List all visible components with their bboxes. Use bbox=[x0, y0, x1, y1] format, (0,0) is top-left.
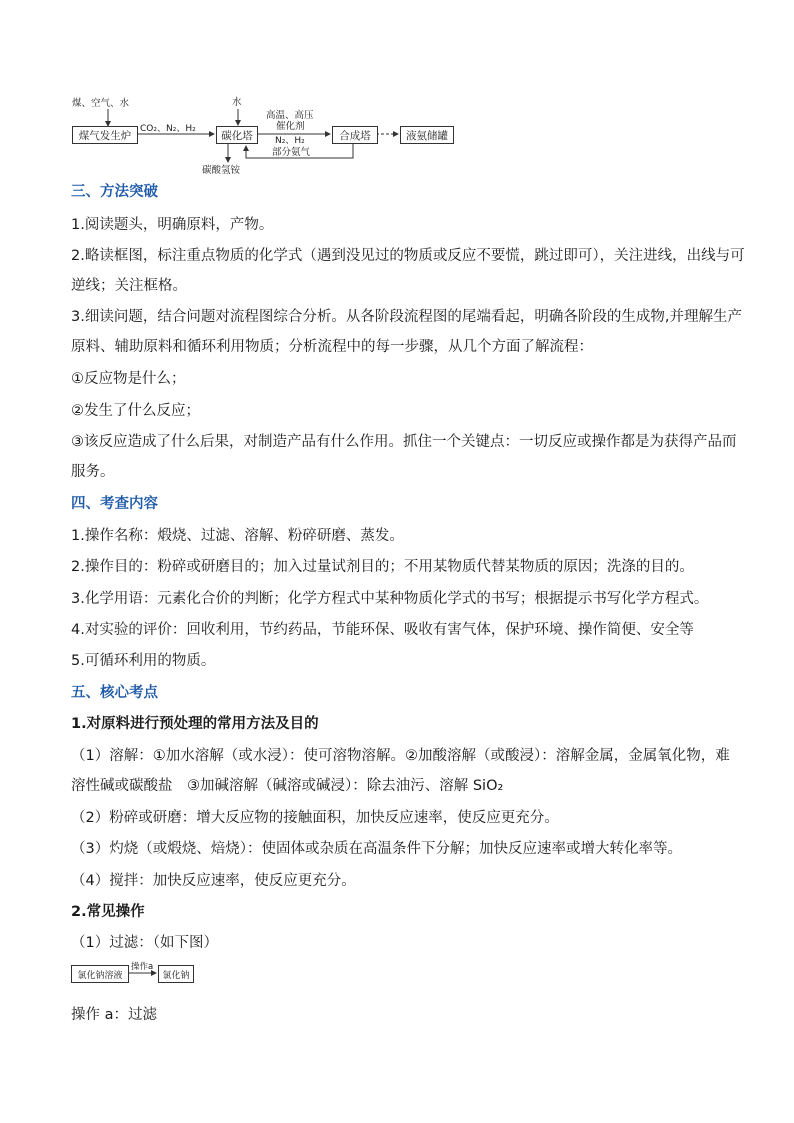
section-3-item-1: ①反应物是什么； bbox=[71, 371, 186, 387]
gasifier-output-label: CO₂、N₂、H₂ bbox=[140, 124, 196, 134]
section-5-para-2: （2）粉碎或研磨：增大反应物的接触面积，加快反应速率，使反应更充分。 bbox=[71, 810, 559, 826]
feed-label: N₂、H₂ bbox=[275, 136, 305, 146]
section-3-line-3b: 原料、辅助原料和循环利用物质；分析流程中的每一步骤，从几个方面了解流程： bbox=[71, 339, 593, 355]
recycle-label: 部分氨气 bbox=[272, 147, 311, 158]
section-4-title: 四、考查内容 bbox=[71, 496, 158, 512]
gasifier-box: 煤气发生炉 bbox=[72, 126, 138, 144]
section-4-line-3: 3.化学用语：元素化合价的判断；化学方程式中某种物质化学式的书写；根据提示书写化学方程式。 bbox=[71, 591, 709, 607]
condition-label-2: 催化剂 bbox=[276, 121, 305, 132]
sodium-chloride-box: 氯化钠 bbox=[158, 965, 194, 983]
carbonation-tower-box: 碳化塔 bbox=[216, 126, 258, 144]
section-4-line-5: 5.可循环利用的物质。 bbox=[71, 653, 216, 669]
water-label: 水 bbox=[232, 97, 242, 108]
section-3-item-3b: 服务。 bbox=[71, 464, 115, 480]
section-5-para-1a: （1）溶解：①加水溶解（或水浸）：使可溶物溶解。②加酸溶解（或酸浸）：溶解金属，金属氧化物，难 bbox=[71, 748, 730, 764]
section-4-line-4: 4.对实验的评价：回收利用，节约药品，节能环保、吸收有害气体，保护环境、操作简便、安全等 bbox=[71, 622, 694, 638]
sodium-chloride-solution-box: 氯化钠溶液 bbox=[71, 965, 129, 983]
operation-a-label: 操作a bbox=[131, 962, 154, 972]
section-5-title: 五、核心考点 bbox=[71, 685, 158, 701]
inputs-label: 煤、空气、水 bbox=[72, 98, 130, 109]
section-5-operation-1: （1）过滤：（如下图） bbox=[71, 935, 218, 951]
section-3-line-2a: 2.略读框图，标注重点物质的化学式（遇到没见过的物质或反应不要慌，跳过即可），关注进线，出线与可 bbox=[71, 248, 745, 264]
filtration-caption: 操作 a：过滤 bbox=[71, 1007, 157, 1023]
section-5-subtitle-1: 1.对原料进行预处理的常用方法及目的 bbox=[71, 716, 319, 732]
section-3-item-2: ②发生了什么反应； bbox=[71, 403, 200, 419]
section-5-para-4: （4）搅拌：加快反应速率，使反应更充分。 bbox=[71, 873, 356, 889]
condition-label-1: 高温、高压 bbox=[266, 110, 314, 121]
storage-tank-box: 液氨储罐 bbox=[400, 126, 454, 144]
section-4-line-2: 2.操作目的：粉碎或研磨目的；加入过量试剂目的；不用某物质代替某物质的原因；洗涤的目的。 bbox=[71, 559, 694, 575]
section-3-line-2b: 逆线；关注框格。 bbox=[71, 278, 187, 294]
section-3-line-3a: 3.细读问题，结合问题对流程图综合分析。从各阶段流程图的尾端看起，明确各阶段的生成物,并理解生产 bbox=[71, 309, 742, 325]
synthesis-tower-box: 合成塔 bbox=[332, 126, 378, 144]
section-3-item-3a: ③该反应造成了什么后果，对制造产品有什么作用。抓住一个关键点：一切反应或操作都是为获得产品而 bbox=[71, 434, 737, 450]
section-4-line-1: 1.操作名称：煅烧、过滤、溶解、粉碎研磨、蒸发。 bbox=[71, 528, 404, 544]
section-5-subtitle-2: 2.常见操作 bbox=[71, 904, 145, 920]
section-5-para-1b: 溶性碱或碳酸盐 ③加碱溶解（碱溶或碱浸）：除去油污、溶解 SiO₂ bbox=[71, 778, 504, 794]
section-3-title: 三、方法突破 bbox=[71, 184, 158, 200]
byproduct-label: 碳酸氢铵 bbox=[202, 165, 241, 176]
section-5-para-3: （3）灼烧（或煅烧、焙烧）：使固体或杂质在高温条件下分解；加快反应速率或增大转化率等。 bbox=[71, 841, 682, 857]
section-3-line-1: 1.阅读题头，明确原料，产物。 bbox=[71, 217, 274, 233]
